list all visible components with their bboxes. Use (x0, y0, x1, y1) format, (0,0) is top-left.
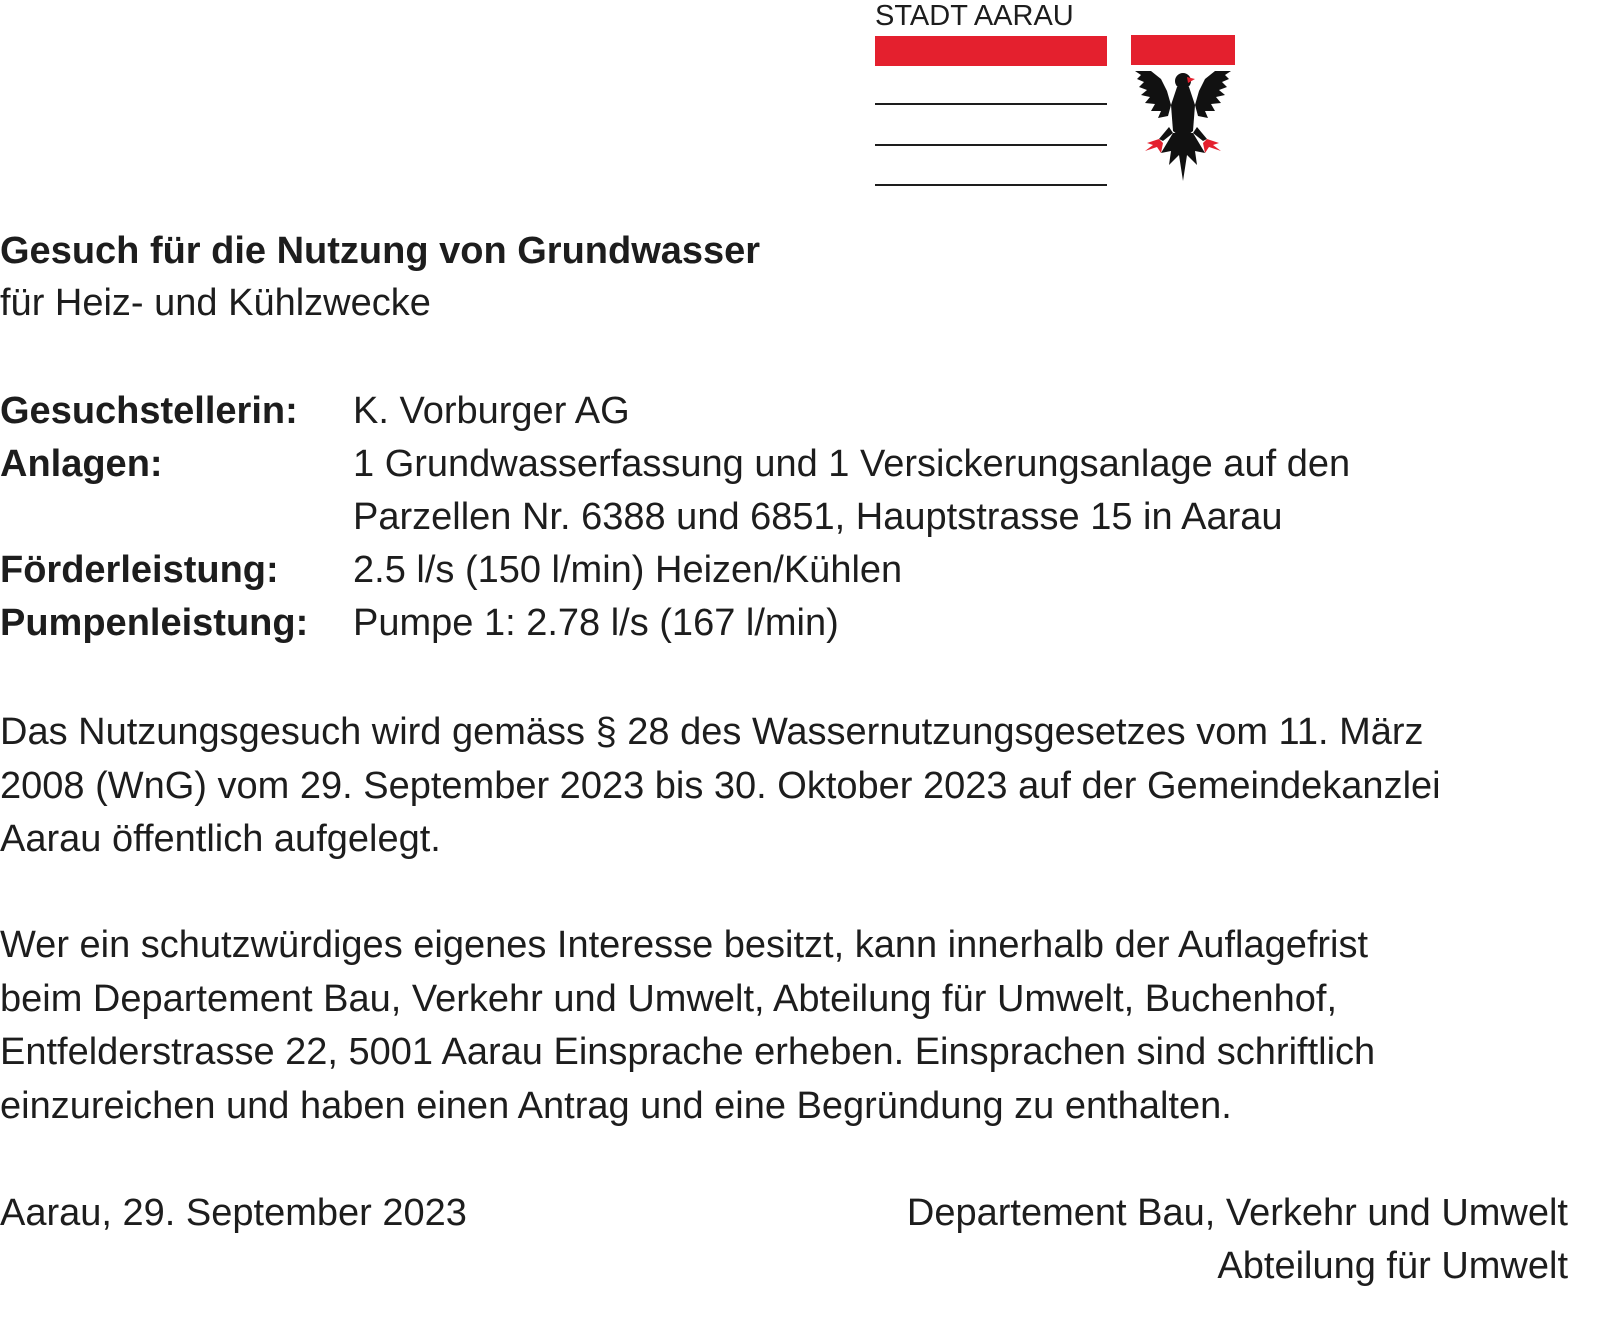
paragraph-line: Das Nutzungsgesuch wird gemäss § 28 des Wassernutzungsgesetzes vom 11. März (0, 711, 1424, 753)
signature-line: Departement Bau, Verkehr und Umwelt (906, 1192, 1568, 1234)
field-pump-capacity (0, 597, 1598, 650)
paragraph-line: Entfelderstrasse 22, 5001 Aarau Einsprache erheben. Einsprachen sind schriftlich (0, 1031, 1376, 1073)
field-value-line: Pumpe 1: 2.78 l/s (167 l/min) (353, 602, 839, 644)
field-label: Anlagen: (0, 443, 163, 485)
field-value-line: K. Vorburger AG (353, 390, 630, 432)
paragraph-line: Aarau öffentlich aufgelegt. (0, 818, 441, 860)
logo-line (875, 184, 1107, 186)
document-subtitle: für Heiz- und Kühlzwecke (0, 282, 431, 324)
application-details (0, 385, 1598, 650)
field-applicant (0, 385, 1598, 438)
logo-line (875, 144, 1107, 146)
field-delivery-rate (0, 544, 1598, 597)
field-label: Gesuchstellerin: (0, 390, 298, 432)
paragraph-line: einzureichen und haben einen Antrag und eine Begründung zu enthalten. (0, 1084, 1232, 1127)
field-label: Pumpenleistung: (0, 602, 309, 644)
place-and-date: Aarau, 29. September 2023 (0, 1192, 467, 1234)
paragraph-line: Wer ein schutzwürdiges eigenes Interesse besitzt, kann innerhalb der Auflagefrist (0, 924, 1369, 966)
field-value (353, 385, 1593, 438)
field-label: Förderleistung: (0, 549, 279, 591)
logo-red-bar (875, 36, 1107, 66)
signature-line: Abteilung für Umwelt (1217, 1245, 1568, 1287)
document-title: Gesuch für die Nutzung von Grundwasser (0, 230, 761, 272)
paragraph-public-display (0, 706, 1598, 867)
field-value (353, 544, 1593, 597)
field-value-line: 2.5 l/s (150 l/min) Heizen/Kühlen (353, 549, 903, 591)
paragraph-line: 2008 (WnG) vom 29. September 2023 bis 30. Oktober 2023 auf der Gemeindekanzlei (0, 764, 1441, 807)
black-eagle-crest-icon (1131, 35, 1235, 181)
field-installations (0, 438, 1598, 544)
field-value-line: Parzellen Nr. 6388 und 6851, Hauptstrasse 15 in Aarau (353, 496, 1283, 538)
field-value (353, 438, 1593, 544)
paragraph-line: beim Departement Bau, Verkehr und Umwelt, Abteilung für Umwelt, Buchenhof, (0, 977, 1338, 1020)
field-value-line: 1 Grundwasserfassung und 1 Versickerungsanlage auf den (353, 443, 1351, 485)
logo-line (875, 103, 1107, 105)
logo-text: STADT AARAU (875, 0, 1074, 32)
signature-block (907, 1187, 1568, 1293)
stadt-aarau-logo (875, 0, 1240, 190)
field-value (353, 597, 1593, 650)
paragraph-objection (0, 919, 1598, 1133)
